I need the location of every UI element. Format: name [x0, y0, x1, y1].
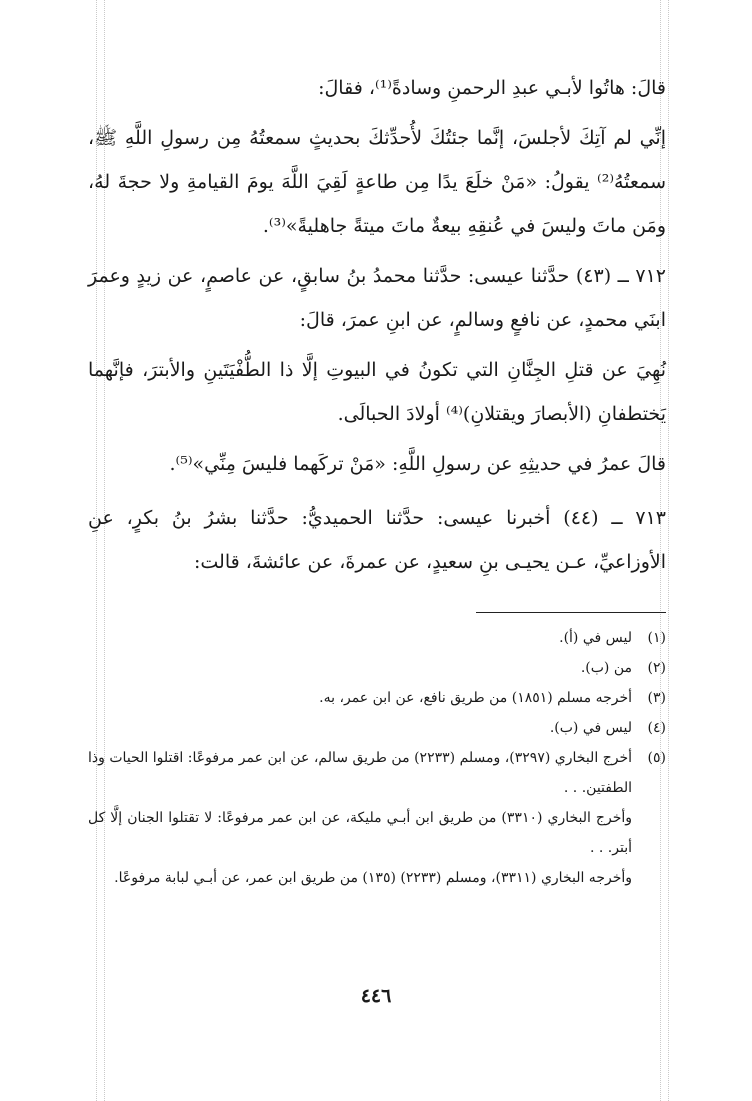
paragraph-hadith-1: إنِّي لم آتِكَ لأجلسَ، إنَّما جئتُكَ لأُحدِّثكَ بحديثٍ سمعتُهُ مِن رسولِ اللَّهِ ﷺ، سمعتُهُ⁽²⁾ يقولُ: «مَنْ خلَعَ يدًا مِن طاعةٍ لَقِيَ اللَّهَ يومَ القيامةِ ولا حجةَ لهُ، ومَن ماتَ وليسَ في عُنقِهِ بيعةٌ ماتَ ميتةً جاهليةً»⁽³⁾.: [88, 127, 666, 237]
footnote-text: وأخرج البخاري (٣٣١٠) من طريق ابن أبـي مليكة، عن ابن عمر مرفوعًا: لا تقتلوا الجنان إلَّا كل أبتر. . .: [88, 810, 632, 856]
paragraph-isnad-712: ٧١٢ ــ (٤٣) حدَّثنا عيسى: حدَّثنا محمدُ بنُ سابقٍ، عن عاصمٍ، عن زيدٍ وعمرَ ابنَي محمدٍ، عن نافعٍ وسالمٍ، عن ابنِ عمرَ، قالَ:: [88, 265, 667, 331]
footnote-text: من (ب).: [580, 660, 632, 676]
footnote-4: [88, 713, 666, 743]
footnote-text: ليس في (أ).: [559, 630, 632, 646]
footnote-text: أخرجه مسلم (١٨٥١) من طريق نافع، عن ابن عمر، به.: [319, 690, 632, 706]
page-number: ٤٤٦: [360, 985, 392, 1007]
footnote-number: (٣): [647, 690, 666, 706]
footnote-1: [88, 623, 666, 653]
footnote-3: [88, 683, 666, 713]
footnote-number: (١): [647, 630, 666, 646]
fold-line: [668, 0, 669, 1101]
footnote-divider: [476, 612, 666, 613]
paragraph-isnad-713: ٧١٣ ــ (٤٤) أخبرنا عيسى: حدَّثنا الحميديُّ: حدَّثنا بشرُ بنُ بكرٍ، عنِ الأوزاعيِّ، عـن يحيـى بنِ سعيدٍ، عن عمرةَ، عن عائشةَ، قالت:: [88, 507, 667, 573]
paragraph-hadith-2: نُهِيَ عن قتلِ الجِنَّانِ التي تكونُ في البيوتِ إلَّا ذا الطُّفْيَتَينِ والأبترَ، فإنَّهما يَختطفانِ (الأبصارَ ويقتلانِ)⁽⁴⁾ أولادَ الحبالَى.: [88, 359, 666, 425]
paragraph-intro: قالَ: هاتُوا لأبـي عبدِ الرحمنِ وسادةً⁽¹⁾، فقالَ:: [318, 77, 666, 99]
footnote-2: [88, 653, 666, 683]
footnote-text: ليس في (ب).: [549, 720, 632, 736]
main-text: [88, 66, 666, 584]
document-page: [88, 66, 666, 893]
footnote-text: أخرج البخاري (٣٢٩٧)، ومسلم (٢٢٣٣) من طريق سالم، عن ابن عمر مرفوعًا: اقتلوا الحيات وذا الطفتين. . .: [88, 750, 633, 796]
paragraph-umar-narration: قالَ عمرُ في حديثِهِ عن رسولِ اللَّهِ: «مَنْ تركَهما فليسَ مِنِّي»⁽⁵⁾.: [169, 453, 666, 475]
footnote-number: (٥): [647, 750, 666, 766]
footnote-5: [88, 743, 666, 893]
footnote-number: (٢): [647, 660, 666, 676]
footnote-text: وأخرجه البخاري (٣٣١١)، ومسلم (٢٢٣٣) (١٣٥) من طريق ابن عمر، عن أبـي لبابة مرفوعًا.: [114, 870, 632, 886]
footnote-number: (٤): [647, 720, 666, 736]
footnotes: [88, 623, 666, 893]
